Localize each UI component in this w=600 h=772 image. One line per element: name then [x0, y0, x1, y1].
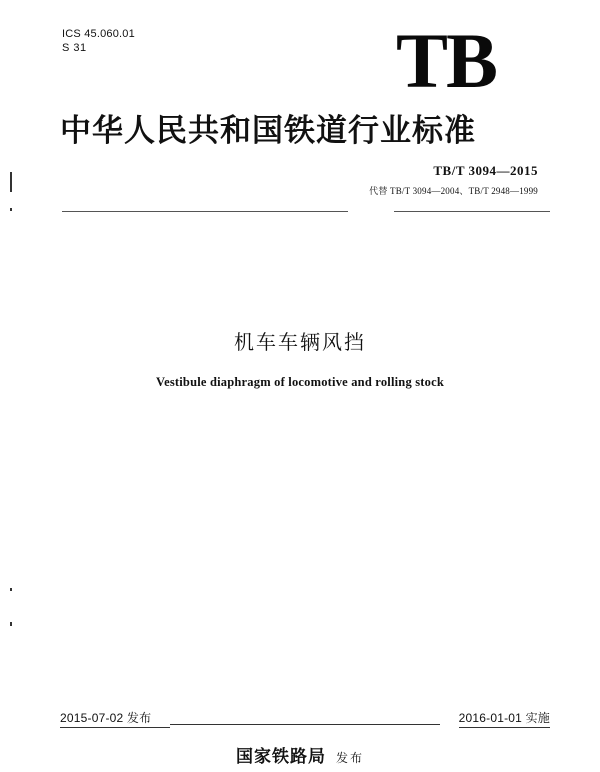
document-title-en: Vestibule diaphragm of locomotive and rolling stock: [156, 375, 444, 389]
scan-mark: [10, 172, 12, 192]
document-title-cn: 机车车辆风挡: [234, 330, 366, 354]
scan-mark: [10, 622, 12, 626]
divider-gap: [348, 210, 394, 213]
header-divider: [62, 211, 550, 212]
ccs-code: S 31: [62, 42, 87, 54]
publisher-suffix: 发布: [335, 751, 364, 765]
implementation-date: 2016-01-01 实施: [459, 709, 550, 728]
publisher-name: 国家铁路局: [235, 747, 326, 767]
scan-mark: [10, 208, 12, 211]
footer-divider: [170, 724, 440, 725]
replaces-note: 代替 TB/T 3094—2004、TB/T 2948—1999: [369, 186, 538, 196]
ics-code: ICS 45.060.01: [62, 28, 135, 40]
standard-type-title: 中华人民共和国铁道行业标准: [60, 113, 476, 149]
tb-logo: TB: [396, 17, 497, 104]
issue-date: 2015-07-02 发布: [60, 709, 170, 728]
standard-code: TB/T 3094—2015: [433, 163, 538, 178]
publisher: [0, 742, 600, 767]
scan-mark: [10, 588, 12, 591]
